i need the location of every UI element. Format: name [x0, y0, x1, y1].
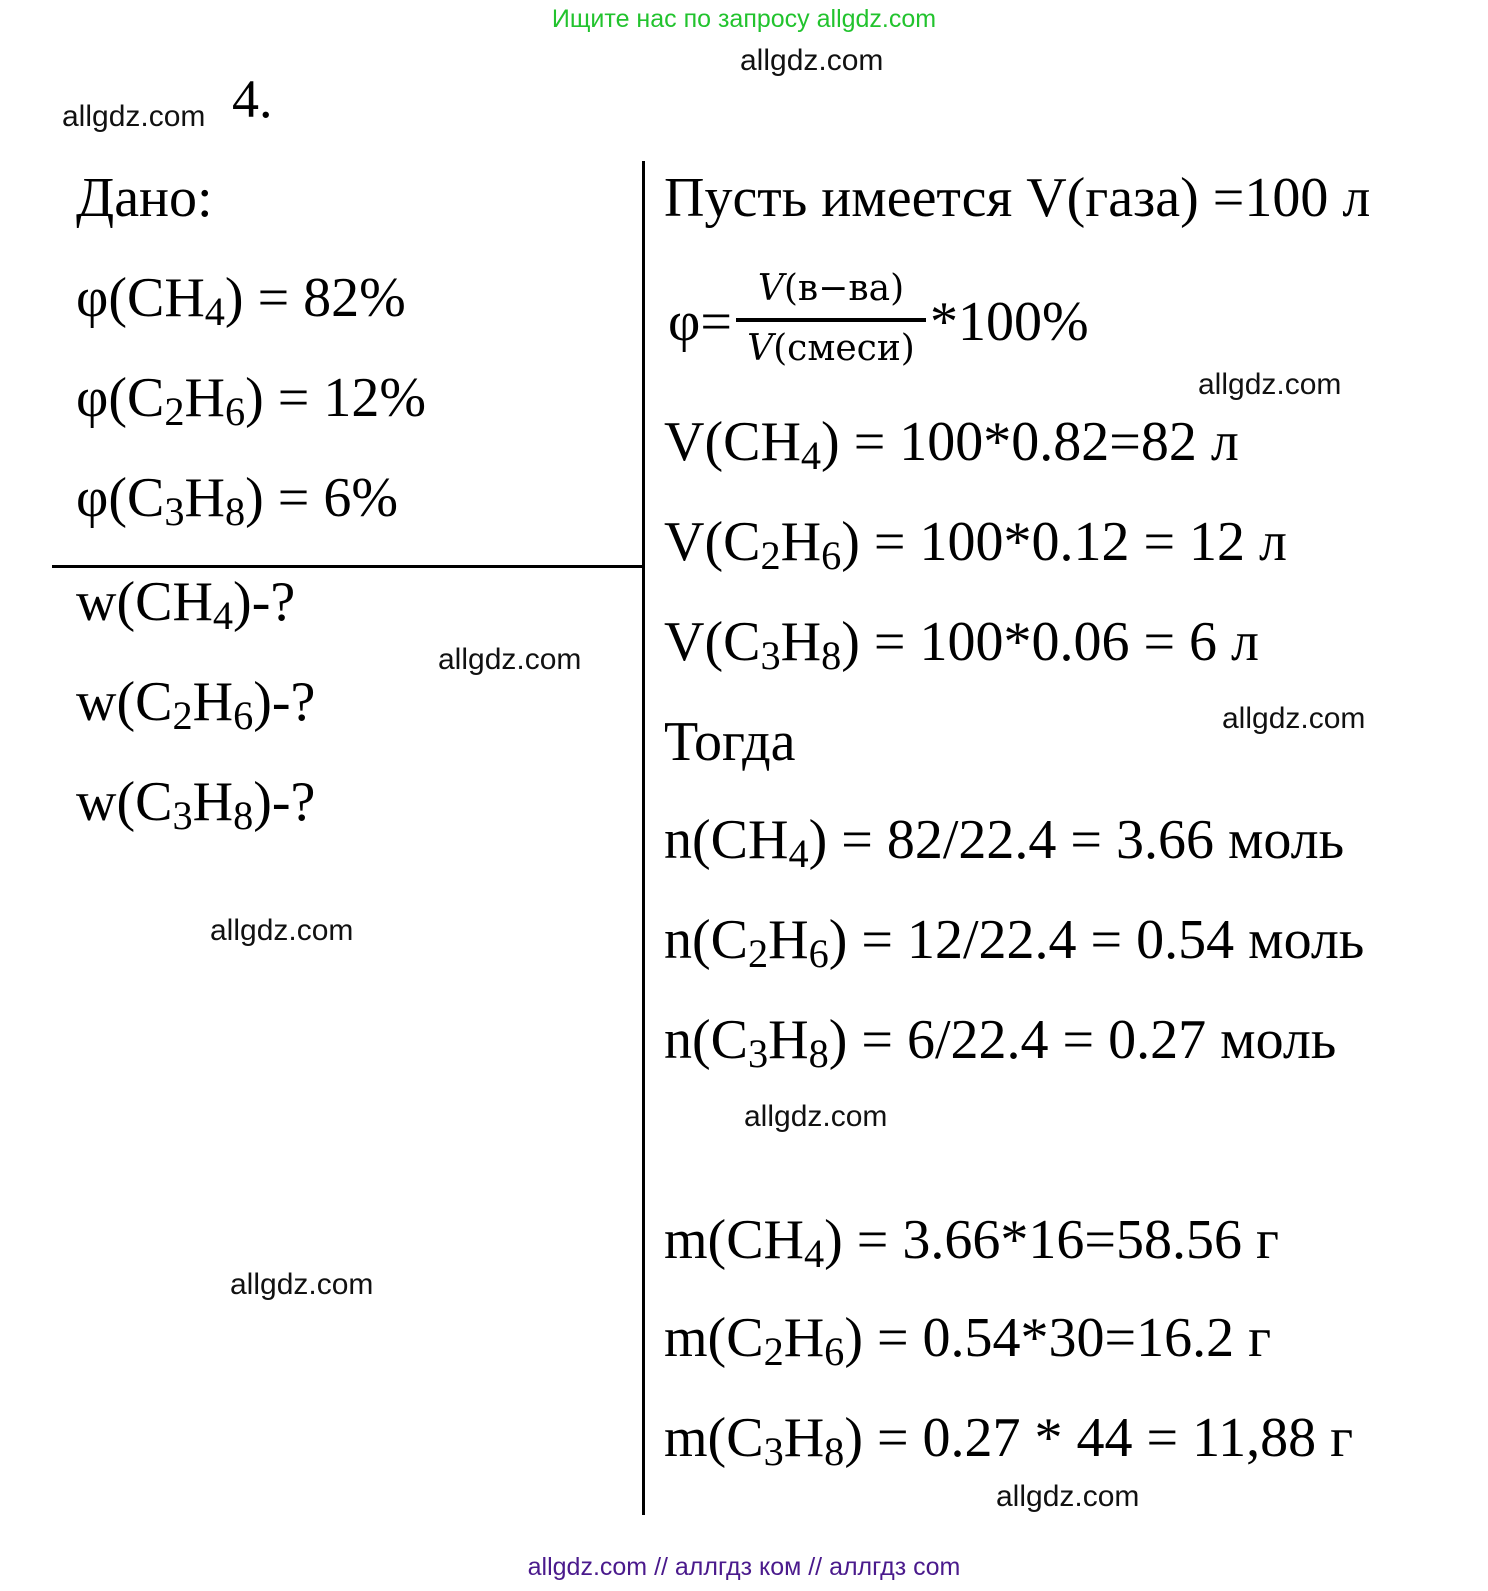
- moles-c2h6: n(C2H6) = 12/22.4 = 0.54 моль: [664, 909, 1365, 976]
- watermark: allgdz.com: [740, 44, 884, 77]
- find-w-c2h6: w(C2H6)-?: [76, 671, 316, 738]
- formula-phi: φ=: [668, 291, 732, 353]
- given-phi-ch4: φ(CH4) = 82%: [76, 267, 406, 334]
- watermark: allgdz.com: [210, 914, 354, 947]
- watermark: allgdz.com: [438, 643, 582, 676]
- find-w-c3h8: w(C3H8)-?: [76, 771, 316, 838]
- moles-c3h8: n(C3H8) = 6/22.4 = 0.27 моль: [664, 1009, 1337, 1076]
- given-phi-c3h8: φ(C3H8) = 6%: [76, 467, 398, 534]
- watermark: allgdz.com: [744, 1100, 888, 1133]
- then-label: Тогда: [664, 711, 796, 773]
- watermark: allgdz.com: [230, 1268, 374, 1301]
- fraction-bar: [736, 318, 926, 322]
- formula-multiplier: *100%: [930, 291, 1089, 353]
- formula-numerator: V(в−ва): [757, 268, 905, 309]
- mass-ch4: m(CH4) = 3.66*16=58.56 г: [664, 1209, 1279, 1276]
- volume-c2h6: V(C2H6) = 100*0.12 = 12 л: [664, 511, 1287, 578]
- given-heading: Дано:: [76, 167, 213, 229]
- watermark: allgdz.com: [62, 100, 206, 133]
- solution-assumption: Пусть имеется V(газа) =100 л: [664, 167, 1371, 229]
- problem-number: 4.: [232, 69, 273, 129]
- find-w-ch4: w(CH4)-?: [76, 571, 296, 638]
- watermark: allgdz.com: [1198, 368, 1342, 401]
- watermark: allgdz.com: [1222, 702, 1366, 735]
- horizontal-divider: [52, 565, 644, 568]
- moles-ch4: n(CH4) = 82/22.4 = 3.66 моль: [664, 809, 1345, 876]
- formula-denominator: V(смеси): [747, 328, 915, 369]
- vertical-divider: [642, 161, 645, 1515]
- volume-c3h8: V(C3H8) = 100*0.06 = 6 л: [664, 611, 1259, 678]
- given-phi-c2h6: φ(C2H6) = 12%: [76, 367, 426, 434]
- mass-c3h8: m(C3H8) = 0.27 * 44 = 11,88 г: [664, 1407, 1354, 1474]
- watermark: allgdz.com: [996, 1480, 1140, 1513]
- bottom-banner: allgdz.com // аллгдз ком // аллгдз com: [527, 1553, 961, 1581]
- mass-c2h6: m(C2H6) = 0.54*30=16.2 г: [664, 1307, 1272, 1374]
- top-banner: Ищите нас по запросу allgdz.com: [551, 5, 937, 33]
- volume-ch4: V(CH4) = 100*0.82=82 л: [664, 411, 1239, 478]
